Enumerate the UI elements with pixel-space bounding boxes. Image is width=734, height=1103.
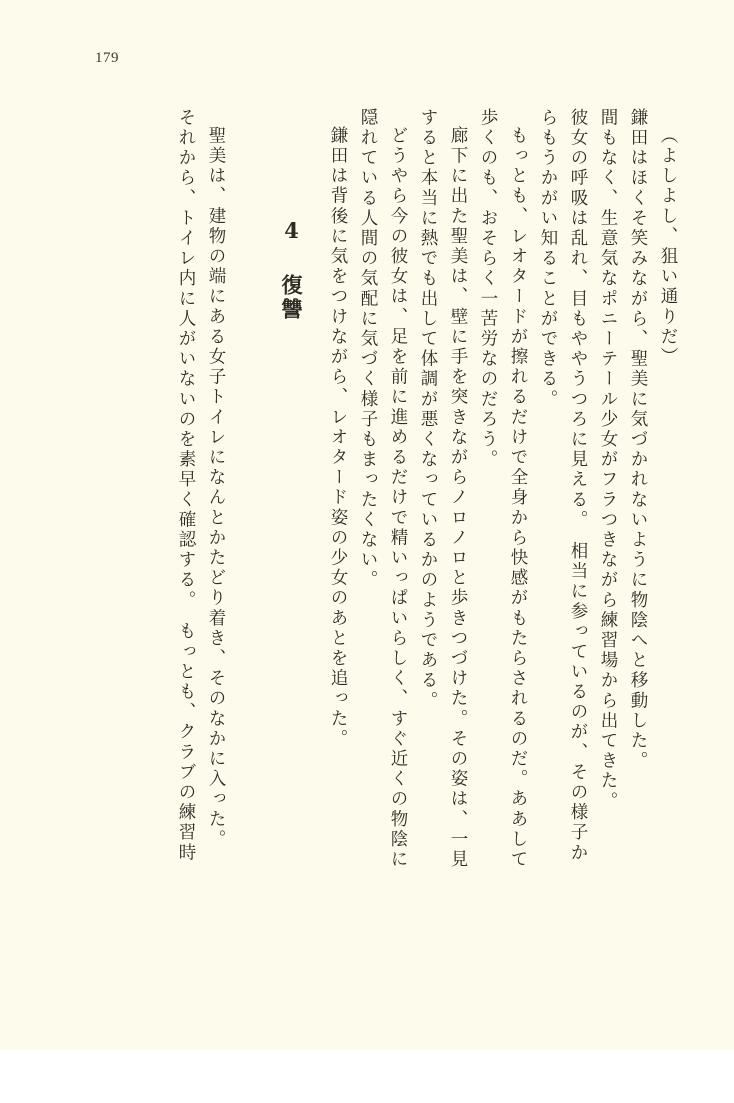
text-column: 歩くのも、おそらく一苦労なのだろう。 xyxy=(478,108,498,470)
text-column: 聖美は、建物の端にある女子トイレになんとかたどり着き、そのなかに入った。 xyxy=(206,126,226,850)
page-number: 179 xyxy=(95,50,119,66)
text-column: 彼女の呼吸は乱れ、目もややうつろに見える。 相当に参っているのが、その様子か xyxy=(568,108,588,864)
text-column: どうやら今の彼女は、足を前に進めるだけで精いっぱいらしく、すぐ近くの物陰に xyxy=(388,126,408,870)
text-column: 間もなく、生意気なポニーテール少女がフラつきながら練習場から出てきた。 xyxy=(598,108,618,812)
text-column: らもうかがい知ることができる。 xyxy=(538,108,558,410)
text-column: すると本当に熱でも出して体調が悪くなっているかのようである。 xyxy=(418,108,438,711)
section-heading: 4 復讐 xyxy=(279,218,304,322)
text-column: 廊下に出た聖美は、壁に手を突きながらノロノロと歩きつづけた。その姿は、一見 xyxy=(448,126,468,870)
text-column: 隠れている人間の気配に気づく様子もまったくない。 xyxy=(358,108,378,591)
vertical-text-body xyxy=(60,108,676,993)
text-column: （よしよし、狙い通りだ） xyxy=(658,126,678,368)
text-column: 鎌田は背後に気をつけながら、レオタード姿の少女のあとを追った。 xyxy=(328,126,348,750)
text-column: もっとも、レオタードが擦れるだけで全身から快感がもたらされるのだ。ああして xyxy=(508,126,528,870)
text-column: 鎌田はほくそ笑みながら、聖美に気づかれないように物陰へと移動した。 xyxy=(628,108,648,772)
text-column: それから、トイレ内に人がいないのを素早く確認する。 もっとも、クラブの練習時 xyxy=(176,108,196,864)
